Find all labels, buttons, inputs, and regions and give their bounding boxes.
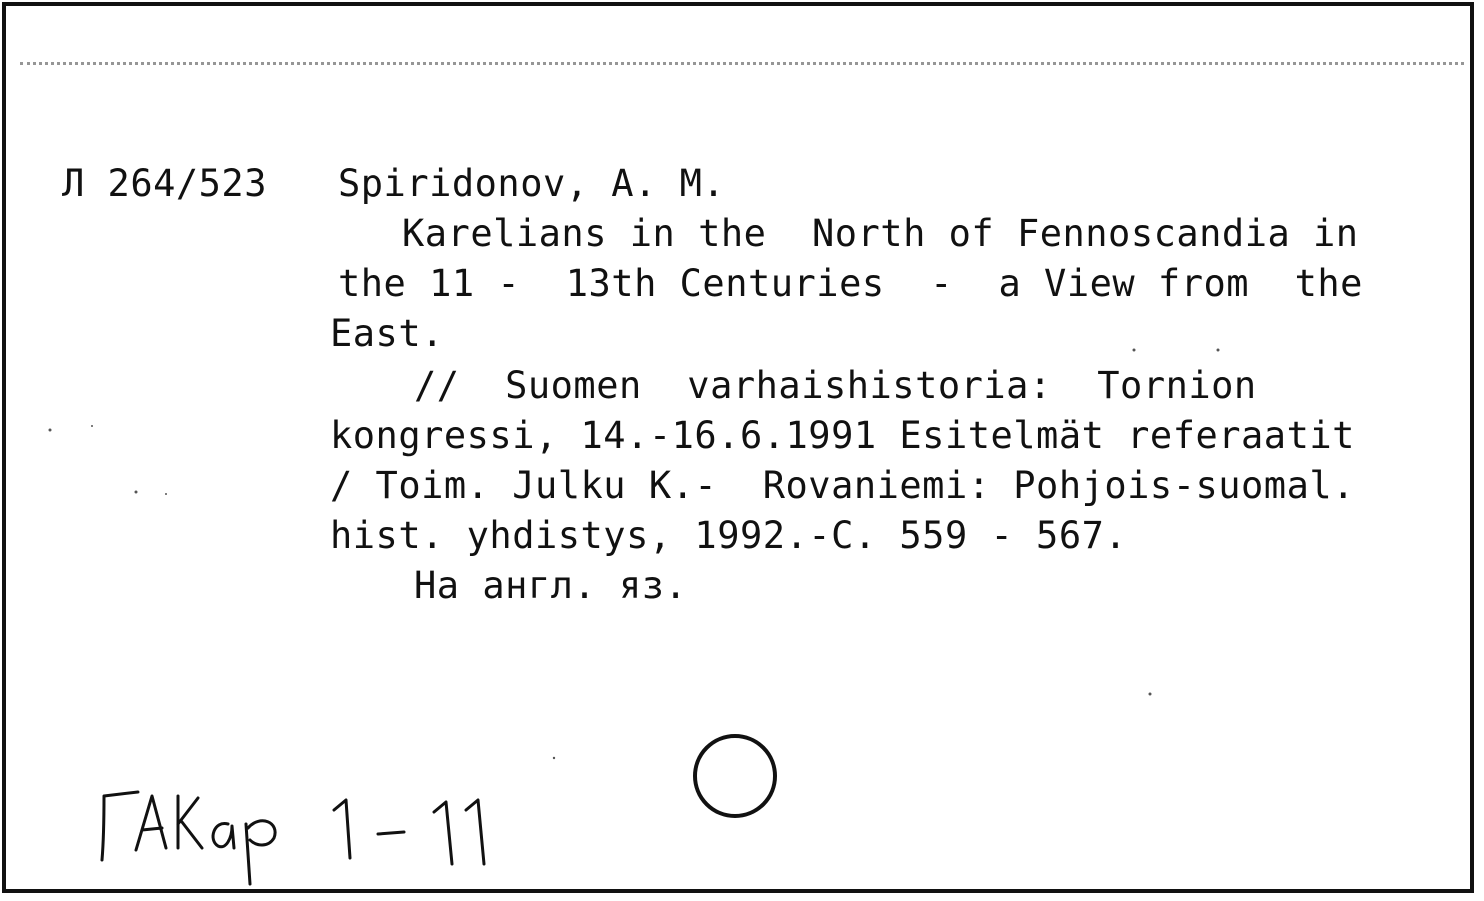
punch-hole <box>691 732 779 820</box>
author: Spiridonov, A. M. <box>338 162 726 205</box>
title-line-2: the 11 - 13th Centuries - a View from the <box>338 262 1363 305</box>
handwritten-signature <box>94 776 514 886</box>
perforation-line <box>20 62 1464 69</box>
title-line-3: East. <box>330 312 444 355</box>
call-number: Л 264/523 <box>62 162 267 205</box>
catalog-card <box>2 2 1474 893</box>
source-line-4: hist. yhdistys, 1992.-C. 559 - 567. <box>330 514 1128 557</box>
source-line-1: // Suomen varhaishistoria: Tornion <box>414 364 1257 407</box>
source-line-3: / Toim. Julku K.- Rovaniemi: Pohjois-suomal. <box>330 464 1355 507</box>
language-note: На англ. яз. <box>414 564 688 607</box>
title-line-1: Karelians in the North of Fennoscandia in <box>402 212 1359 255</box>
source-line-2: kongressi, 14.-16.6.1991 Esitelmät referaatit <box>330 414 1355 457</box>
